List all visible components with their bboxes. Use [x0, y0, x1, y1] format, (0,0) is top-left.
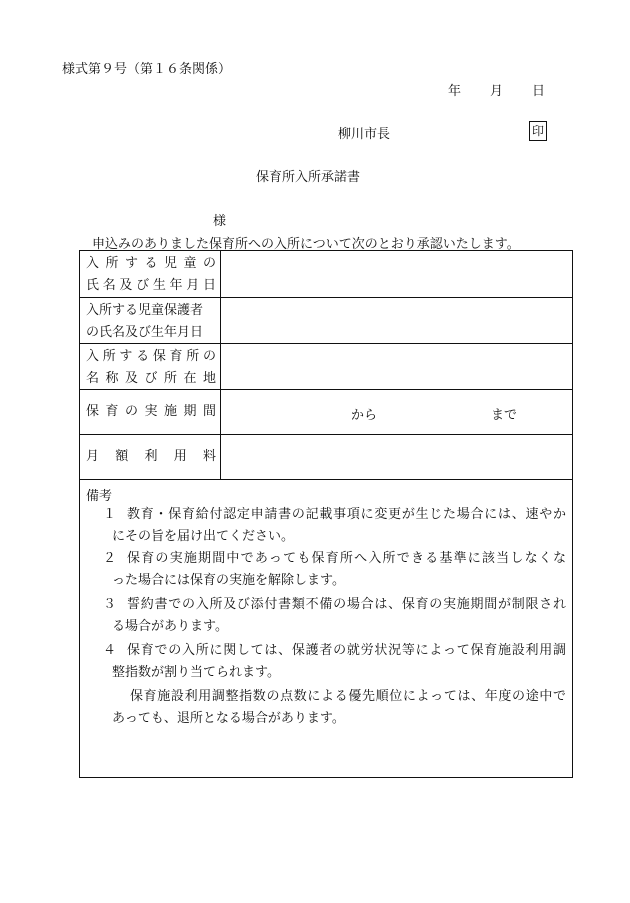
- row-label: [80, 251, 221, 297]
- intro-text: 申込みのありました保育所への入所について次のとおり承認いたします。: [92, 237, 520, 252]
- period-to-label: まで: [491, 408, 518, 423]
- remark-number: ４: [103, 643, 117, 658]
- table-row-fee: [80, 435, 572, 480]
- remark-line: 誓約書での入所及び添付書類不備の場合は、保育の実施期間が制限され: [127, 597, 566, 612]
- date-month: 月: [490, 84, 504, 99]
- remark-extra: [94, 689, 566, 729]
- row-label-line: 名称及び所在地: [86, 371, 216, 386]
- row-label-line: 入所する児童の: [86, 256, 216, 271]
- guardian-name-birthdate-field[interactable]: [221, 298, 572, 343]
- row-label: [80, 390, 221, 434]
- document-title: 保育所入所承諾書: [256, 170, 361, 185]
- remark-line: る場合があります。: [112, 619, 228, 634]
- issuer-name: 柳川市長: [338, 127, 391, 142]
- remark-line: 保育の実施期間中であっても保育所へ入所できる基準に該当しなくな: [127, 551, 566, 566]
- table-row-guardian: [80, 298, 572, 344]
- date-year: 年: [448, 84, 462, 99]
- remark-item: [94, 551, 566, 591]
- remark-line: 教育・保育給付認定申請書の記載事項に変更が生じた場合には、速やか: [127, 507, 566, 522]
- remarks-heading: 備考: [86, 489, 113, 504]
- row-label-line: 氏名及び生年月日: [86, 278, 216, 293]
- remark-number: ２: [103, 551, 117, 566]
- remark-number: ３: [103, 597, 117, 612]
- row-label-line: 入所する保育所の: [86, 349, 216, 364]
- row-label-line: 月額利用料: [86, 449, 216, 464]
- row-label: [80, 344, 221, 389]
- monthly-fee-field[interactable]: [221, 435, 572, 479]
- remark-item: [94, 507, 566, 547]
- remark-line: 整指数が割り当てられます。: [112, 665, 280, 680]
- row-label-line: の氏名及び生年月日: [86, 325, 204, 340]
- child-name-birthdate-field[interactable]: [221, 251, 572, 297]
- remark-line: 保育施設利用調整指数の点数による優先順位によっては、年度の途中で: [130, 689, 566, 704]
- facility-name-address-field[interactable]: [221, 344, 572, 389]
- addressee-suffix: 様: [213, 214, 227, 229]
- table-row-facility: [80, 344, 572, 390]
- row-label-line: 入所する児童保護者: [86, 303, 204, 318]
- approval-table: [79, 250, 573, 778]
- table-row-child: [80, 251, 572, 298]
- seal-mark: 印: [529, 121, 547, 141]
- period-from-label: から: [351, 408, 378, 423]
- remark-item: [94, 643, 566, 683]
- date-line: [448, 80, 545, 99]
- row-label: [80, 298, 221, 343]
- remark-item: [94, 597, 566, 637]
- remark-line: 保育での入所に関しては、保護者の就労状況等によって保育施設利用調: [127, 643, 566, 658]
- care-period-field[interactable]: [221, 390, 572, 434]
- form-number: 様式第９号（第１６条関係）: [62, 62, 232, 77]
- remark-line: った場合には保育の実施を解除します。: [112, 573, 345, 588]
- remark-number: １: [103, 507, 117, 522]
- remark-line: にその旨を届け出てください。: [112, 529, 295, 544]
- date-day: 日: [532, 84, 546, 99]
- remark-line: あっても、退所となる場合があります。: [112, 711, 345, 726]
- row-label: [80, 435, 221, 479]
- table-row-period: [80, 390, 572, 435]
- row-label-line: 保育の実施期間: [86, 404, 216, 419]
